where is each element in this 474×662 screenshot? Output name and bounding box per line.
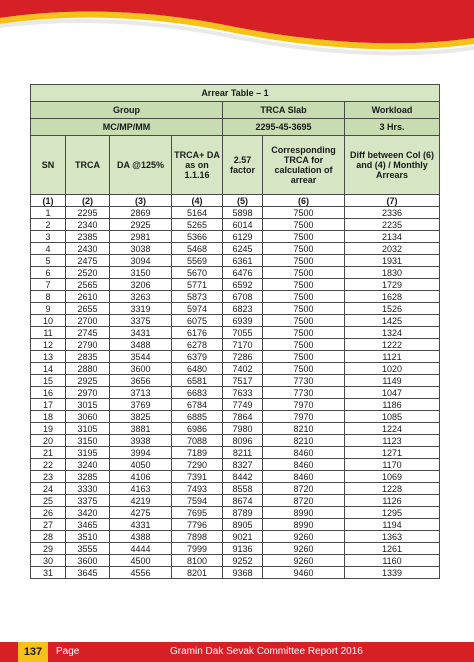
table-cell: 7898 (172, 531, 223, 543)
table-row (31, 531, 440, 543)
table-cell: 2336 (345, 207, 440, 219)
table-cell: 2745 (66, 327, 110, 339)
table-cell: 6 (31, 267, 66, 279)
table-cell: 5771 (172, 279, 223, 291)
arrear-table-container (30, 84, 439, 579)
table-cell: 7391 (172, 471, 223, 483)
table-cell: 3510 (66, 531, 110, 543)
table-cell: 9252 (223, 555, 263, 567)
table-cell: 1020 (345, 363, 440, 375)
group-label: Group (31, 102, 223, 119)
table-cell: 6480 (172, 363, 223, 375)
table-cell: 2790 (66, 339, 110, 351)
table-cell: 2475 (66, 255, 110, 267)
table-cell: 3195 (66, 447, 110, 459)
table-row (31, 327, 440, 339)
page-footer (0, 642, 474, 662)
workload-label: Workload (345, 102, 440, 119)
table-cell: 7796 (172, 519, 223, 531)
table-row (31, 567, 440, 579)
table-cell: 9460 (263, 567, 345, 579)
table-cell: 9368 (223, 567, 263, 579)
table-cell: 8211 (223, 447, 263, 459)
table-cell: 1931 (345, 255, 440, 267)
table-cell: 6683 (172, 387, 223, 399)
table-cell: 1085 (345, 411, 440, 423)
table-cell: 3881 (110, 423, 172, 435)
table-cell: 7189 (172, 447, 223, 459)
table-row (31, 519, 440, 531)
table-cell: 1228 (345, 483, 440, 495)
table-cell: 9260 (263, 543, 345, 555)
table-cell: 3 (31, 231, 66, 243)
table-cell: 3825 (110, 411, 172, 423)
table-cell: 4444 (110, 543, 172, 555)
table-cell: 8201 (172, 567, 223, 579)
page-label: Page (56, 646, 80, 657)
column-header-sn: SN (31, 136, 66, 195)
table-cell: 1123 (345, 435, 440, 447)
column-header-trca-da: TRCA+ DA as on 1.1.16 (172, 136, 223, 195)
table-cell: 7500 (263, 279, 345, 291)
table-cell: 7500 (263, 315, 345, 327)
table-row (31, 387, 440, 399)
header-swoosh-decoration (0, 0, 474, 80)
column-number: (1) (31, 195, 66, 207)
table-row (31, 207, 440, 219)
table-cell: 12 (31, 339, 66, 351)
table-cell: 6986 (172, 423, 223, 435)
column-number: (5) (223, 195, 263, 207)
table-cell: 6823 (223, 303, 263, 315)
table-body (31, 207, 440, 579)
table-cell: 1224 (345, 423, 440, 435)
table-row (31, 339, 440, 351)
table-cell: 7594 (172, 495, 223, 507)
table-row (31, 471, 440, 483)
table-row (31, 243, 440, 255)
table-cell: 19 (31, 423, 66, 435)
table-cell: 20 (31, 435, 66, 447)
table-row (31, 507, 440, 519)
table-cell: 25 (31, 495, 66, 507)
table-cell: 3431 (110, 327, 172, 339)
table-cell: 1324 (345, 327, 440, 339)
page-number: 137 (18, 642, 48, 662)
table-cell: 7286 (223, 351, 263, 363)
table-cell: 8460 (263, 459, 345, 471)
table-cell: 7500 (263, 267, 345, 279)
table-row (31, 423, 440, 435)
workload-value: 3 Hrs. (345, 119, 440, 136)
table-cell: 3094 (110, 255, 172, 267)
table-cell: 1729 (345, 279, 440, 291)
table-title: Arrear Table – 1 (31, 85, 440, 102)
slab-value: 2295-45-3695 (223, 119, 345, 136)
table-cell: 3240 (66, 459, 110, 471)
table-cell: 1222 (345, 339, 440, 351)
table-cell: 9136 (223, 543, 263, 555)
table-cell: 21 (31, 447, 66, 459)
table-cell: 2 (31, 219, 66, 231)
table-cell: 3488 (110, 339, 172, 351)
table-cell: 4275 (110, 507, 172, 519)
table-cell: 6939 (223, 315, 263, 327)
table-cell: 7864 (223, 411, 263, 423)
table-cell: 8210 (263, 435, 345, 447)
table-cell: 8990 (263, 519, 345, 531)
table-cell: 8720 (263, 495, 345, 507)
table-row (31, 363, 440, 375)
table-cell: 22 (31, 459, 66, 471)
table-cell: 1261 (345, 543, 440, 555)
table-cell: 1628 (345, 291, 440, 303)
table-cell: 2925 (110, 219, 172, 231)
table-cell: 7402 (223, 363, 263, 375)
table-cell: 7999 (172, 543, 223, 555)
table-cell: 6592 (223, 279, 263, 291)
table-row (31, 231, 440, 243)
table-cell: 1160 (345, 555, 440, 567)
table-cell: 7055 (223, 327, 263, 339)
table-cell: 2880 (66, 363, 110, 375)
table-cell: 4331 (110, 519, 172, 531)
table-cell: 29 (31, 543, 66, 555)
column-header-trca: TRCA (66, 136, 110, 195)
table-cell: 8442 (223, 471, 263, 483)
table-cell: 13 (31, 351, 66, 363)
table-cell: 2700 (66, 315, 110, 327)
table-cell: 1186 (345, 399, 440, 411)
table-cell: 4163 (110, 483, 172, 495)
table-cell: 3330 (66, 483, 110, 495)
table-cell: 6708 (223, 291, 263, 303)
table-cell: 2520 (66, 267, 110, 279)
table-cell: 8789 (223, 507, 263, 519)
table-cell: 1170 (345, 459, 440, 471)
table-cell: 3150 (66, 435, 110, 447)
table-cell: 8905 (223, 519, 263, 531)
table-cell: 2430 (66, 243, 110, 255)
table-cell: 3656 (110, 375, 172, 387)
table-cell: 2385 (66, 231, 110, 243)
table-cell: 7500 (263, 327, 345, 339)
table-cell: 3015 (66, 399, 110, 411)
arrear-table (30, 84, 440, 579)
table-row (31, 303, 440, 315)
table-cell: 3465 (66, 519, 110, 531)
table-cell: 7500 (263, 255, 345, 267)
table-cell: 5265 (172, 219, 223, 231)
table-cell: 4219 (110, 495, 172, 507)
table-cell: 2295 (66, 207, 110, 219)
table-cell: 3713 (110, 387, 172, 399)
table-cell: 1295 (345, 507, 440, 519)
table-cell: 6014 (223, 219, 263, 231)
table-row (31, 219, 440, 231)
table-row (31, 279, 440, 291)
table-cell: 2925 (66, 375, 110, 387)
table-cell: 9021 (223, 531, 263, 543)
table-row (31, 291, 440, 303)
table-cell: 6476 (223, 267, 263, 279)
table-cell: 8100 (172, 555, 223, 567)
table-cell: 6784 (172, 399, 223, 411)
table-cell: 2655 (66, 303, 110, 315)
table-cell: 16 (31, 387, 66, 399)
table-cell: 1363 (345, 531, 440, 543)
table-cell: 6379 (172, 351, 223, 363)
table-cell: 4388 (110, 531, 172, 543)
table-cell: 5366 (172, 231, 223, 243)
table-cell: 8327 (223, 459, 263, 471)
table-cell: 4 (31, 243, 66, 255)
table-row (31, 315, 440, 327)
table-cell: 3285 (66, 471, 110, 483)
table-cell: 1425 (345, 315, 440, 327)
table-cell: 7 (31, 279, 66, 291)
table-cell: 3206 (110, 279, 172, 291)
table-cell: 23 (31, 471, 66, 483)
table-cell: 7749 (223, 399, 263, 411)
table-cell: 8674 (223, 495, 263, 507)
table-cell: 3319 (110, 303, 172, 315)
table-cell: 2610 (66, 291, 110, 303)
table-cell: 7730 (263, 375, 345, 387)
table-cell: 18 (31, 411, 66, 423)
table-cell: 6361 (223, 255, 263, 267)
table-cell: 3544 (110, 351, 172, 363)
column-number: (7) (345, 195, 440, 207)
table-cell: 4500 (110, 555, 172, 567)
table-cell: 8 (31, 291, 66, 303)
table-cell: 7517 (223, 375, 263, 387)
table-cell: 3600 (66, 555, 110, 567)
column-number: (3) (110, 195, 172, 207)
table-cell: 7730 (263, 387, 345, 399)
column-header-monthly-arrears: Diff between Col (6) and (4) / Monthly Arrears (345, 136, 440, 195)
table-cell: 5873 (172, 291, 223, 303)
table-cell: 3938 (110, 435, 172, 447)
table-cell: 1271 (345, 447, 440, 459)
table-cell: 7500 (263, 207, 345, 219)
table-cell: 7980 (223, 423, 263, 435)
table-cell: 7500 (263, 219, 345, 231)
table-row (31, 411, 440, 423)
table-cell: 8460 (263, 471, 345, 483)
column-number: (4) (172, 195, 223, 207)
table-cell: 5569 (172, 255, 223, 267)
table-cell: 8096 (223, 435, 263, 447)
table-row (31, 399, 440, 411)
column-number: (6) (263, 195, 345, 207)
table-cell: 2835 (66, 351, 110, 363)
table-cell: 3769 (110, 399, 172, 411)
column-header-da: DA @125% (110, 136, 172, 195)
table-row (31, 375, 440, 387)
group-value: MC/MP/MM (31, 119, 223, 136)
table-cell: 3105 (66, 423, 110, 435)
table-cell: 6581 (172, 375, 223, 387)
table-row (31, 267, 440, 279)
table-cell: 8460 (263, 447, 345, 459)
table-cell: 4106 (110, 471, 172, 483)
table-cell: 4050 (110, 459, 172, 471)
table-cell: 7290 (172, 459, 223, 471)
table-cell: 27 (31, 519, 66, 531)
table-row (31, 435, 440, 447)
table-cell: 8990 (263, 507, 345, 519)
table-cell: 31 (31, 567, 66, 579)
table-row (31, 351, 440, 363)
table-cell: 9260 (263, 555, 345, 567)
table-cell: 1 (31, 207, 66, 219)
table-cell: 7970 (263, 411, 345, 423)
table-cell: 3420 (66, 507, 110, 519)
table-cell: 2134 (345, 231, 440, 243)
table-cell: 7170 (223, 339, 263, 351)
table-cell: 11 (31, 327, 66, 339)
table-cell: 24 (31, 483, 66, 495)
table-cell: 7500 (263, 351, 345, 363)
table-cell: 2235 (345, 219, 440, 231)
table-cell: 7500 (263, 291, 345, 303)
table-cell: 7695 (172, 507, 223, 519)
table-cell: 1339 (345, 567, 440, 579)
table-cell: 1121 (345, 351, 440, 363)
table-cell: 15 (31, 375, 66, 387)
table-row (31, 459, 440, 471)
table-cell: 28 (31, 531, 66, 543)
table-cell: 7500 (263, 339, 345, 351)
table-cell: 8210 (263, 423, 345, 435)
table-cell: 30 (31, 555, 66, 567)
table-cell: 8720 (263, 483, 345, 495)
table-cell: 2970 (66, 387, 110, 399)
table-cell: 7088 (172, 435, 223, 447)
table-cell: 6176 (172, 327, 223, 339)
table-cell: 3263 (110, 291, 172, 303)
table-cell: 6075 (172, 315, 223, 327)
table-cell: 8558 (223, 483, 263, 495)
table-cell: 6885 (172, 411, 223, 423)
report-title: Gramin Dak Sevak Committee Report 2016 (170, 646, 363, 657)
table-cell: 5164 (172, 207, 223, 219)
table-cell: 6278 (172, 339, 223, 351)
table-cell: 3994 (110, 447, 172, 459)
table-row (31, 255, 440, 267)
table-cell: 1069 (345, 471, 440, 483)
table-cell: 26 (31, 507, 66, 519)
table-cell: 5670 (172, 267, 223, 279)
table-cell: 6129 (223, 231, 263, 243)
table-cell: 7500 (263, 303, 345, 315)
table-cell: 7500 (263, 243, 345, 255)
table-cell: 7493 (172, 483, 223, 495)
slab-label: TRCA Slab (223, 102, 345, 119)
table-cell: 2340 (66, 219, 110, 231)
table-cell: 17 (31, 399, 66, 411)
table-cell: 5468 (172, 243, 223, 255)
table-cell: 7500 (263, 363, 345, 375)
table-cell: 14 (31, 363, 66, 375)
table-cell: 3375 (66, 495, 110, 507)
table-cell: 7500 (263, 231, 345, 243)
table-cell: 3555 (66, 543, 110, 555)
table-cell: 2565 (66, 279, 110, 291)
table-cell: 6245 (223, 243, 263, 255)
table-cell: 3038 (110, 243, 172, 255)
table-cell: 5 (31, 255, 66, 267)
table-cell: 1194 (345, 519, 440, 531)
table-cell: 7633 (223, 387, 263, 399)
table-cell: 7970 (263, 399, 345, 411)
table-cell: 9 (31, 303, 66, 315)
table-cell: 3150 (110, 267, 172, 279)
column-header-corresponding-trca: Corresponding TRCA for calculation of arrear (263, 136, 345, 195)
table-cell: 1047 (345, 387, 440, 399)
table-cell: 5898 (223, 207, 263, 219)
table-cell: 1526 (345, 303, 440, 315)
table-cell: 10 (31, 315, 66, 327)
column-number: (2) (66, 195, 110, 207)
table-row (31, 447, 440, 459)
table-cell: 5974 (172, 303, 223, 315)
table-cell: 3645 (66, 567, 110, 579)
table-cell: 3060 (66, 411, 110, 423)
table-cell: 3600 (110, 363, 172, 375)
table-row (31, 495, 440, 507)
table-row (31, 555, 440, 567)
table-row (31, 543, 440, 555)
table-cell: 9260 (263, 531, 345, 543)
table-cell: 3375 (110, 315, 172, 327)
table-cell: 1830 (345, 267, 440, 279)
table-cell: 4556 (110, 567, 172, 579)
table-cell: 1126 (345, 495, 440, 507)
table-cell: 2981 (110, 231, 172, 243)
table-cell: 1149 (345, 375, 440, 387)
table-cell: 2869 (110, 207, 172, 219)
table-row (31, 483, 440, 495)
table-cell: 2032 (345, 243, 440, 255)
column-header-factor: 2.57 factor (223, 136, 263, 195)
